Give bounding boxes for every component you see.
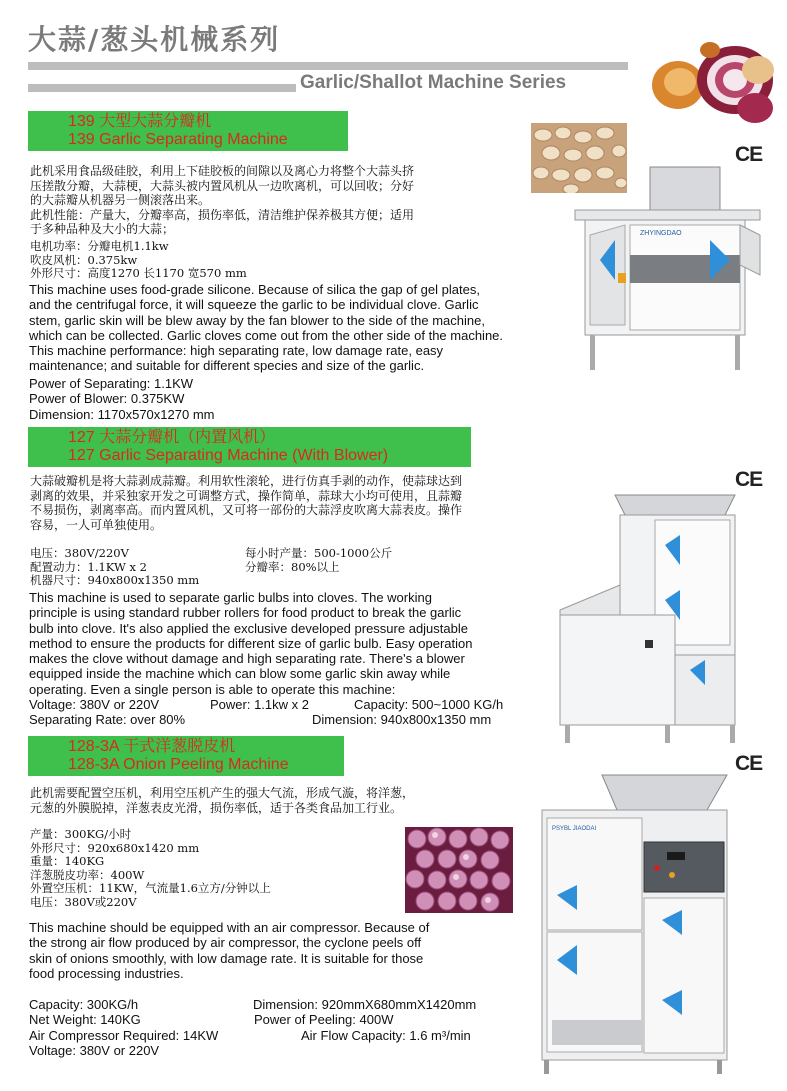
section1-heading-en: 139 Garlic Separating Machine [68,131,288,148]
section3-specs-cn [30,828,271,909]
onion-peeling-machine-image [532,770,732,1075]
text-line: makes the clove without damage and high separating rate. There's a blower [29,651,465,667]
spec-air-compressor: Air Compressor Required: 14KW [29,1028,219,1043]
section2-specs-cn-left [30,547,199,588]
text-line: equipped inside the machine which can blow some garlic skin away while [29,666,451,682]
ce-mark-1: CE [735,143,763,166]
text-line: 压搓散分瓣，大蒜梗，大蒜头被内置风机从一边吹离机，可以回收；分好 [30,178,415,193]
text-line: 于多种品种及大小的大蒜； [30,222,175,236]
spec-peeling-power: Power of Peeling: 400W [254,1012,394,1027]
section1-desc-cn [30,164,550,237]
page-title-cn: 大蒜/葱头机械系列 [28,23,281,56]
text-line: 此机采用食品级硅胶，利用上下硅胶板的间隙以及离心力将整个大蒜头挤 [30,164,415,178]
section2-heading-en: 127 Garlic Separating Machine (With Blower) [68,447,389,464]
text-line: which can be collected. Garlic cloves come out from the other side of the machine. [29,327,504,343]
text-line: food processing industries. [29,965,184,981]
section1-heading [28,111,348,151]
section2-heading [28,427,471,467]
section3-heading-en: 128-3A Onion Peeling Machine [68,756,289,773]
text-line: skin of onions smoothly, with low damage rate. It is suitable for those [29,950,424,966]
text-line: 剥离的效果，并采独家开发之可调整方式，操作简单，蒜球大小均可使用，且蒜瓣 [30,488,463,503]
page-title-en: Garlic/Shallot Machine Series [300,72,567,93]
text-line: 分瓣率：80%以上 [245,559,340,574]
text-line: principle is using standard rubber rollers for food product to break the garlic [29,605,462,621]
text-line: This machine uses food-grade silicone. Because of silica the gap of gel plates, [29,282,480,297]
spec-capacity: Capacity: 300KG/h [29,997,139,1012]
spec-voltage: Voltage: 380V or 220V [29,697,160,712]
text-line: This machine performance: high separating rate, low damage rate, easy [29,343,444,359]
text-line: 此机性能：产量大，分瓣率高，损伤率低，清洁维护保养极其方便；适用 [30,207,415,222]
section3-heading [28,736,344,776]
text-line: This machine is used to separate garlic bulbs into cloves. The working [29,590,432,605]
section2-specs-cn-right [245,547,392,574]
text-line: 外形尺寸：高度1270 长1170 宽570 mm [30,266,247,280]
text-line: 外置空压机：11KW，气流量1.6立方/分钟以上 [30,881,271,895]
text-line: 元葱的外膜脱掉，洋葱表皮光滑，损伤率低，适于各类食品加工行业。 [30,800,403,815]
text-line: Dimension: 1170x570x1270 mm [29,406,215,422]
text-line: 外形尺寸：920x680x1420 mm [30,840,200,855]
section2-heading-cn: 127 大蒜分瓣机（内置风机） [68,429,276,446]
text-line: 电机功率：分瓣电机1.1kw [30,239,169,253]
section2-desc-en [29,590,589,697]
title-divider-lower [28,84,296,92]
onions-image [640,30,780,130]
section1-heading-cn: 139 大型大蒜分瓣机 [68,113,212,130]
spec-air-flow: Air Flow Capacity: 1.6 m³/min [301,1028,471,1043]
text-line: 不易损伤，剥离率高。而内置风机，又可将一部份的大蒜浮皮吹离大蒜表皮。操作 [30,503,463,517]
text-line: 吹皮风机：0.375kw [30,252,138,267]
machine-label: PSYBL JIAODAI [552,826,597,832]
garlic-separating-machine-blower-image [555,490,745,745]
section3-desc-cn [30,786,530,815]
text-line: 电压：380V/220V [30,546,129,560]
text-line: 配置动力：1.1KW x 2 [30,559,147,574]
text-line: maintenance; and suitable for different species and size of the garlic. [29,358,425,374]
section3-desc-en [29,920,509,981]
spec-power: Power: 1.1kw x 2 [210,697,309,712]
text-line: 此机需要配置空压机，利用空压机产生的强大气流，形成气漩，将洋葱， [30,786,415,800]
spec-capacity: Capacity: 500~1000 KG/h [354,697,504,712]
spec-dimension: Dimension: 940x800x1350 mm [312,712,492,727]
section2-desc-cn [30,474,590,532]
ce-mark-2: CE [735,468,763,491]
text-line: 洋葱脱皮功率：400W [30,867,145,882]
text-line: 机器尺寸：940x800x1350 mm [30,573,200,587]
text-line: the strong air flow produced by air compressor, the cyclone peels off [29,935,422,951]
text-line: 大蒜破瓣机是将大蒜剥成蒜瓣。利用软性滚轮，进行仿真手剥的动作，使蒜球达到 [30,474,463,488]
section1-specs-cn [30,240,247,281]
spec-dimension: Dimension: 920mmX680mmX1420mm [253,997,477,1012]
section3-specs-en [29,997,529,1061]
text-line: This machine should be equipped with an air compressor. Because of [29,920,430,935]
spec-rate: Separating Rate: over 80% [29,712,186,727]
text-line: Power of Separating: 1.1KW [29,376,194,391]
text-line: 的大蒜瓣从机器另一侧滚落出来。 [30,193,211,207]
peeled-onions-image [405,827,513,913]
text-line: operating. Even a single person is able to operate this machine: [29,681,396,697]
machine-label: ZHYINGDAO [640,230,682,237]
text-line: 每小时产量：500-1000公斤 [245,546,393,560]
text-line: 电压：380V或220V [30,894,137,909]
section2-specs-en [29,697,559,729]
text-line: and the centrifugal force, it will squeeze the garlic to be individual clove. Garlic [29,297,479,313]
garlic-separating-machine-image [570,165,770,375]
spec-voltage: Voltage: 380V or 220V [29,1043,160,1058]
title-divider [28,62,628,70]
section1-desc-en [29,282,589,374]
text-line: 产量：300KG/小时 [30,827,132,841]
text-line: bulb into clove. It's also applied the exclusive developed pressure adjustable [29,620,468,636]
text-line: 重量：140KG [30,854,105,868]
section1-specs-en [29,376,214,422]
text-line: method to ensure the products for different size of garlic bulb. Easy operation [29,635,473,651]
ce-mark-3: CE [735,752,763,775]
text-line: Power of Blower: 0.375KW [29,391,185,407]
section3-heading-cn: 128-3A 干式洋葱脱皮机 [68,738,236,755]
text-line: stem, garlic skin will be blew away by the fan blower to the side of the machine, [29,312,485,328]
spec-weight: Net Weight: 140KG [29,1012,141,1027]
text-line: 容易，一人可单独使用。 [30,517,163,532]
